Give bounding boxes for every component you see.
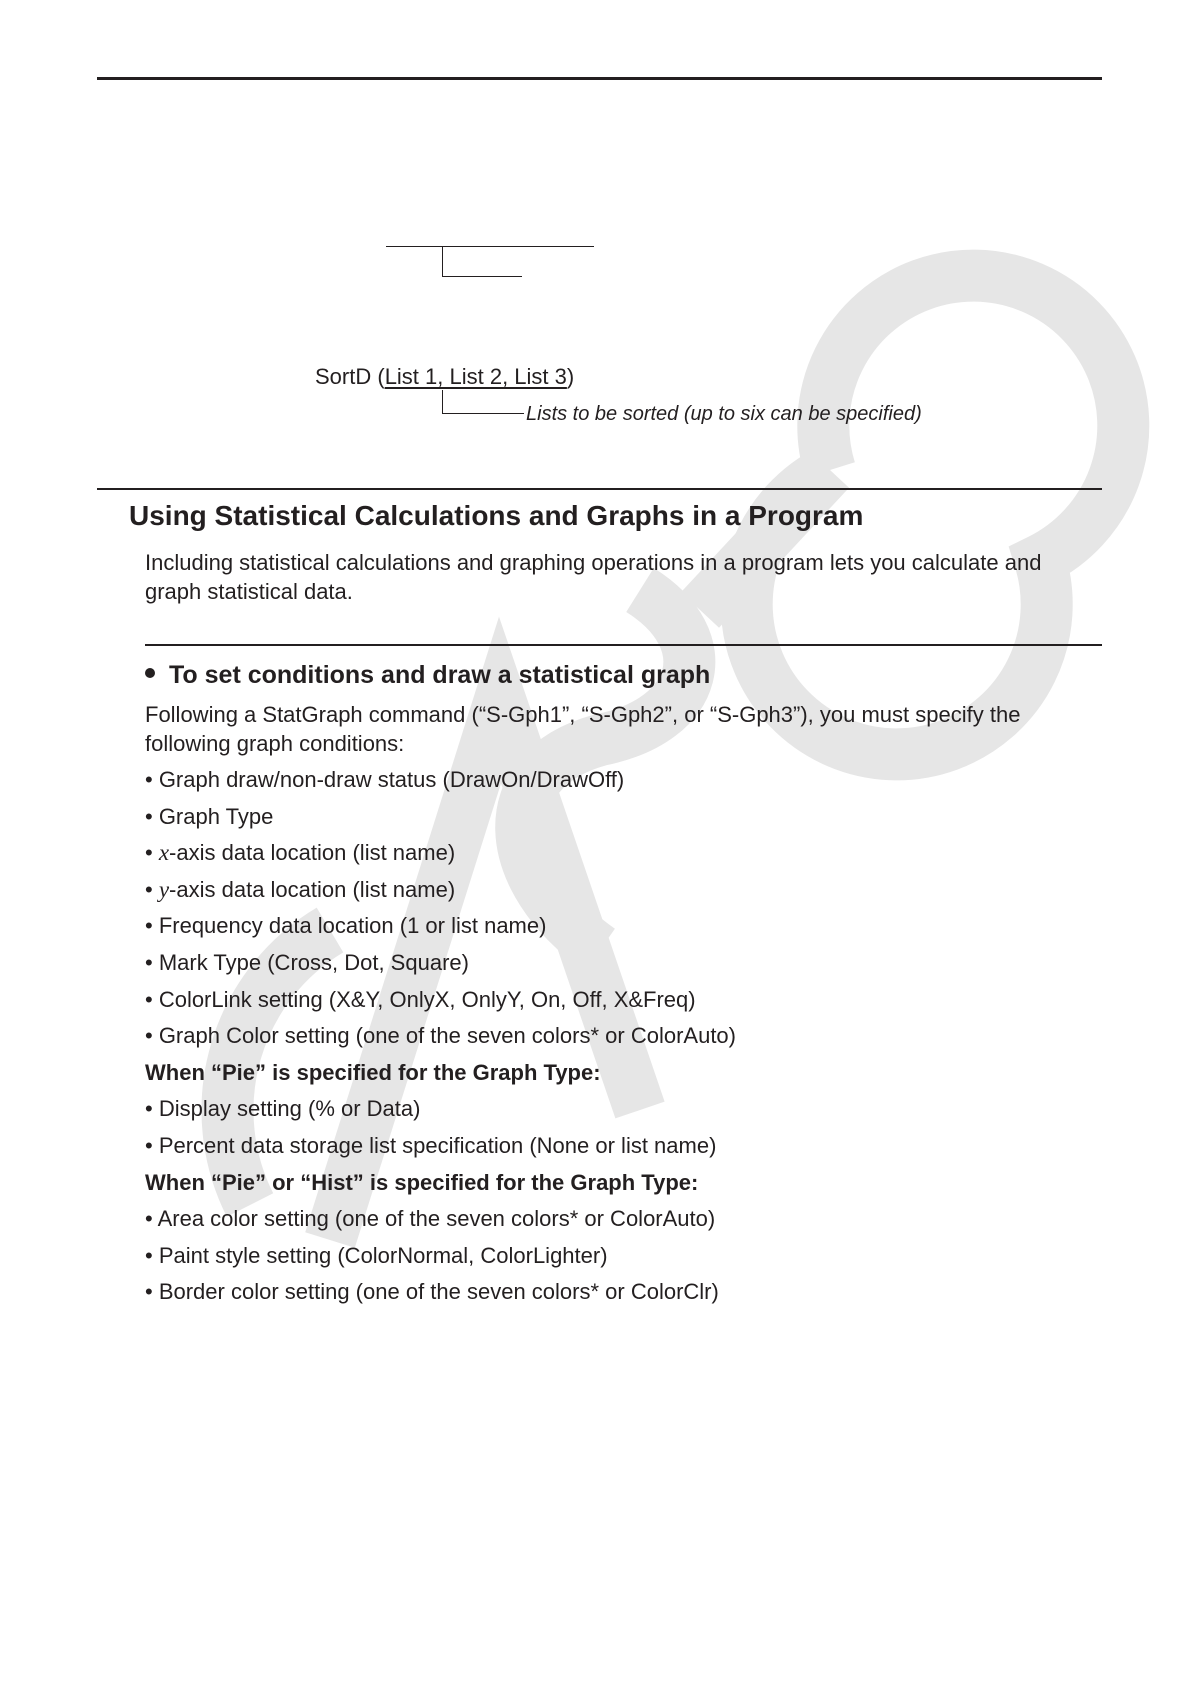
list-item: • Graph Color setting (one of the seven colors* or ColorAuto) [145, 1023, 736, 1049]
subsection-lead: Following a StatGraph command (“S-Gph1”, “S-Gph2”, or “S-Gph3”), you must specify the following graph conditions: [145, 702, 1021, 756]
pie-hist-condition-heading: When “Pie” or “Hist” is specified for the Graph Type: [145, 1169, 699, 1195]
bracket-top-line [386, 246, 594, 247]
list-item: • Percent data storage list specification (None or list name) [145, 1132, 717, 1158]
top-rule [97, 77, 1102, 80]
section-title: Using Statistical Calculations and Graphs in a Program [129, 500, 864, 531]
list-item: • Paint style setting (ColorNormal, ColorLighter) [145, 1242, 608, 1268]
list-item [145, 835, 1095, 872]
list-item: • ColorLink setting (X&Y, OnlyX, OnlyY, On, Off, X&Freq) [145, 986, 696, 1012]
section-intro: Including statistical calculations and graphing operations in a program lets you calculate and graph statistical data. [145, 550, 1042, 604]
sortd-syntax-example [315, 364, 574, 390]
list-item: • Frequency data location (1 or list name) [145, 913, 547, 939]
list-bullet: • [145, 876, 159, 902]
annotation-vertical-line [442, 390, 443, 413]
list-item: • Graph Type [145, 803, 274, 829]
graph-conditions-list [145, 762, 1095, 1311]
list-bullet: • [145, 840, 159, 866]
subsection-title-text: To set conditions and draw a statistical graph [169, 661, 711, 689]
bracket-vertical-line [442, 246, 443, 276]
list-item [145, 872, 1095, 909]
list-item: • Mark Type (Cross, Dot, Square) [145, 949, 469, 975]
list-item-text: -axis data location (list name) [169, 840, 456, 866]
sortd-annotation: Lists to be sorted (up to six can be specified) [526, 403, 922, 425]
list-item-text: -axis data location (list name) [169, 876, 456, 902]
bracket-bottom-line [442, 276, 522, 277]
y-variable: y [158, 876, 170, 902]
subsection-rule [145, 644, 1102, 646]
syntax-command: SortD ( [315, 364, 385, 389]
syntax-list-args: List 1, List 2, List 3 [384, 364, 567, 389]
annotation-horizontal-line [442, 413, 524, 414]
list-item: • Border color setting (one of the seven colors* or ColorClr) [145, 1279, 719, 1305]
pie-condition-heading: When “Pie” is specified for the Graph Type: [145, 1059, 601, 1085]
list-item: • Area color setting (one of the seven colors* or ColorAuto) [145, 1206, 716, 1232]
section-rule [97, 488, 1102, 490]
bullet-icon [145, 668, 155, 678]
x-variable: x [158, 840, 170, 866]
subsection-title [145, 661, 710, 690]
list-item: • Display setting (% or Data) [145, 1096, 421, 1122]
list-item: • Graph draw/non-draw status (DrawOn/DrawOff) [145, 767, 625, 792]
syntax-close: ) [566, 364, 575, 389]
